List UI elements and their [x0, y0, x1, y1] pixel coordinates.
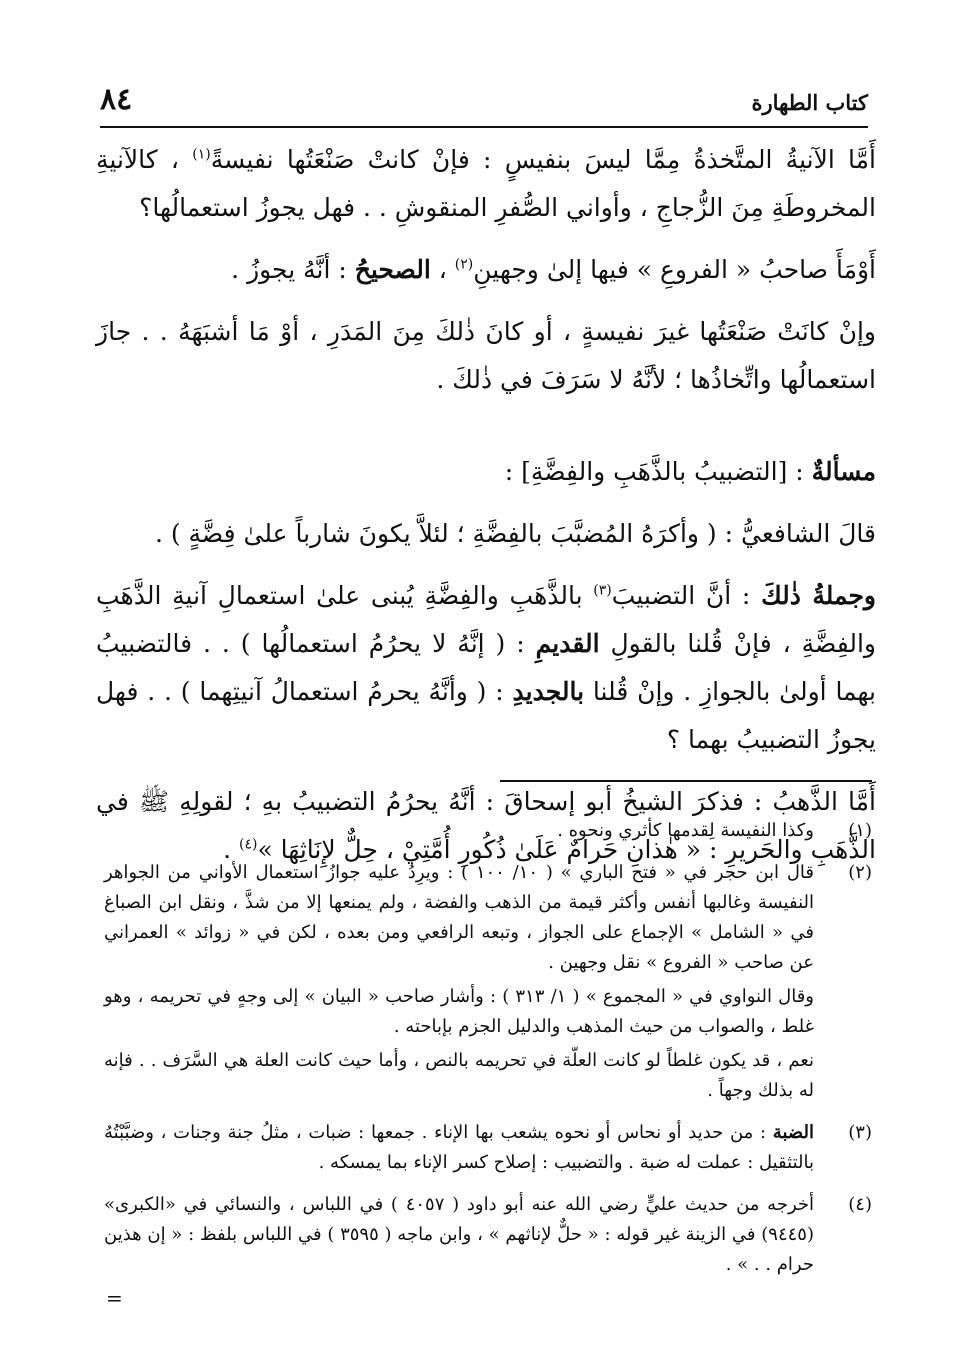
- text-run: أَمَّا الآنيةُ المتَّخذةُ مِمَّا ليسَ بنفيسٍ : فإنْ كانتْ صَنْعَتُها نفيسةً: [210, 145, 876, 174]
- footnotes: [104, 816, 872, 1292]
- footnote: [104, 1118, 872, 1182]
- text-run: .: [223, 835, 232, 864]
- text-run: ، كالآنيةِ المخروطَةِ مِنَ الزُّجاجِ ، وأواني الصُّفرِ المنقوشِ . . فهل يجوزُ استعمالُها؟: [96, 145, 876, 222]
- paragraph: [96, 136, 876, 232]
- paragraph: [96, 246, 876, 294]
- footnote: [104, 858, 872, 1110]
- text-run: وإنْ كانَتْ صَنْعَتُها غيرَ نفيسةٍ ، أو كانَ ذٰلكَ مِنَ المَدَرِ ، أوْ مَا أشبَهَهُ . . جازَ استعمالُها واتِّخاذُها ؛ لأنَّهُ لا سَرَفَ في ذٰلكَ .: [96, 317, 876, 394]
- footnote-body: [104, 816, 814, 850]
- text-run: أَمَّا الذَّهبُ : فذكرَ الشيخُ أبو إسحاقَ : أنَّهُ يحرُمُ التضبيبُ بهِ ؛ لقولِهِ ﷺ في الذَّهَبِ والحَريرِ : « هٰذانِ حَرامٌ عَلَىٰ ذُكُورِ أُمَّتِيْ ، حِلٌّ لإِنَاثِهَا »: [96, 787, 876, 864]
- text-run: : أنَّ التضبيبَ: [611, 581, 751, 610]
- footnote-ref[interactable]: (٤): [238, 836, 258, 853]
- footnote-divider: [500, 780, 872, 782]
- book-title: كتاب الطهارة: [751, 90, 868, 115]
- footnote-text: قال ابن حجر في « فتح الباري » ( ١٠/ ١٠٠ ) : ويرِدُ عليه جوازُ استعمال الأواني من الجواهر النفيسة وغالبها أنفس وأكثر قيمة من الذهب والفضة ، ولم يمنعها إلا من شذَّ ، ونقل ابن الصباغ في « الشامل » الإجماع على الجواز ، وتبعه الرافعي ومن بعده ، لكن في « زوائد » العمراني عن صاحب « الفروع » نقل وجهين .: [104, 862, 814, 973]
- footnote: [104, 816, 872, 850]
- footnote-ref[interactable]: (٣): [593, 582, 612, 599]
- continuation-mark: =: [106, 1286, 123, 1310]
- text-run: : من حديد أو نحاس أو نحوه يشعب بها الإناء . جمعها : ضبات ، مثلُ جنة وجنات ، وضبَّبْتُهُ بالتثقيل : عملت له ضبة . والتضبيب : إصلاح كسر الإناء بما يمسكه .: [104, 1122, 814, 1173]
- page-number: ٨٤: [100, 82, 133, 117]
- footnote-ref[interactable]: (٢): [454, 256, 474, 273]
- issue-heading: [96, 448, 876, 496]
- footnote-body: [104, 858, 814, 1110]
- bold-term: الصحيحُ: [354, 255, 431, 284]
- text-run: : ( وأنَّهُ يحرمُ استعمالُ آنيتِهما ) . . فهل يجوزُ التضبيبُ بهما ؟: [96, 677, 876, 754]
- issue-label: مسألةٌ: [811, 457, 876, 486]
- footnote-text: نعم ، قد يكون غلطاً لو كانت العلّة في تحريمه بالنص ، وأما حيث كانت العلة هي السَّرَف . . فإنه له بذلك وجهاً .: [104, 1050, 814, 1101]
- bold-term: الضبة: [772, 1122, 814, 1143]
- page-header: [100, 82, 868, 128]
- footnote-number: (٢): [848, 862, 872, 883]
- issue-title: : [التضبيبُ بالذَّهَبِ والفِضَّةِ] :: [504, 457, 804, 486]
- text-run: بالذَّهَبِ والفِضَّةِ يُبنى علىٰ استعمالِ آنيةِ الذَّهَبِ والفِضَّةِ ، فإنْ قُلنا بالقولِ: [96, 581, 876, 658]
- bold-term: القديمِ: [535, 629, 600, 658]
- bold-term: بالجديدِ: [512, 677, 585, 706]
- paragraph: [96, 308, 876, 404]
- footnote-number: (١): [848, 820, 872, 841]
- footnote-text: وقال النواوي في « المجموع » ( ١/ ٣١٣ ) : وأشار صاحب « البيان » إلى وجهٍ في تحريمه ، وهو غلط ، والصواب من حيث المذهب والدليل الجزم بإباحته .: [104, 986, 814, 1037]
- footnote-body: [104, 1190, 814, 1284]
- footnote-text: وكذا النفيسة لِقدمها كأثري ونحوه .: [557, 820, 814, 841]
- footnote-text: أخرجه من حديث عليٍّ رضي الله عنه أبو داود ( ٤٠٥٧ ) في اللباس ، والنسائي في «الكبرى» (٩٤٤٥) في الزينة غير قوله : « حلٌّ لإناثهم » ، وابن ماجه ( ٣٥٩٥ ) في اللباس بلفظ : « إن هذين حرام . . » .: [104, 1194, 815, 1275]
- footnote-number: (٤): [848, 1194, 872, 1215]
- paragraph: [96, 510, 876, 558]
- text-run: ،: [438, 255, 447, 284]
- footnote-number: (٣): [848, 1122, 872, 1143]
- footnote: [104, 1190, 872, 1284]
- text-run: قالَ الشافعيُّ : ( وأكرَهُ المُضبَّبَ بالفِضَّةِ ؛ لئلاَّ يكونَ شارباً علىٰ فِضَّةٍ ) .: [154, 519, 876, 548]
- text-run: أَوْمَأَ صاحبُ « الفروعِ » فيها إلىٰ وجهينِ: [473, 255, 876, 284]
- main-text: [96, 136, 876, 888]
- paragraph: [96, 572, 876, 764]
- footnote-ref[interactable]: (١): [192, 146, 211, 163]
- bold-term: وجملةُ ذٰلكَ: [761, 581, 877, 610]
- text-run: : ( إنَّهُ لا يحرُمُ استعمالُها ) . . فالتضبيبُ بهما أولىٰ بالجوازِ . وإنْ قُلنا: [96, 629, 876, 706]
- footnote-text: [104, 1118, 814, 1178]
- text-run: : أنَّهُ يجوزُ .: [231, 255, 347, 284]
- footnote-body: [104, 1118, 814, 1182]
